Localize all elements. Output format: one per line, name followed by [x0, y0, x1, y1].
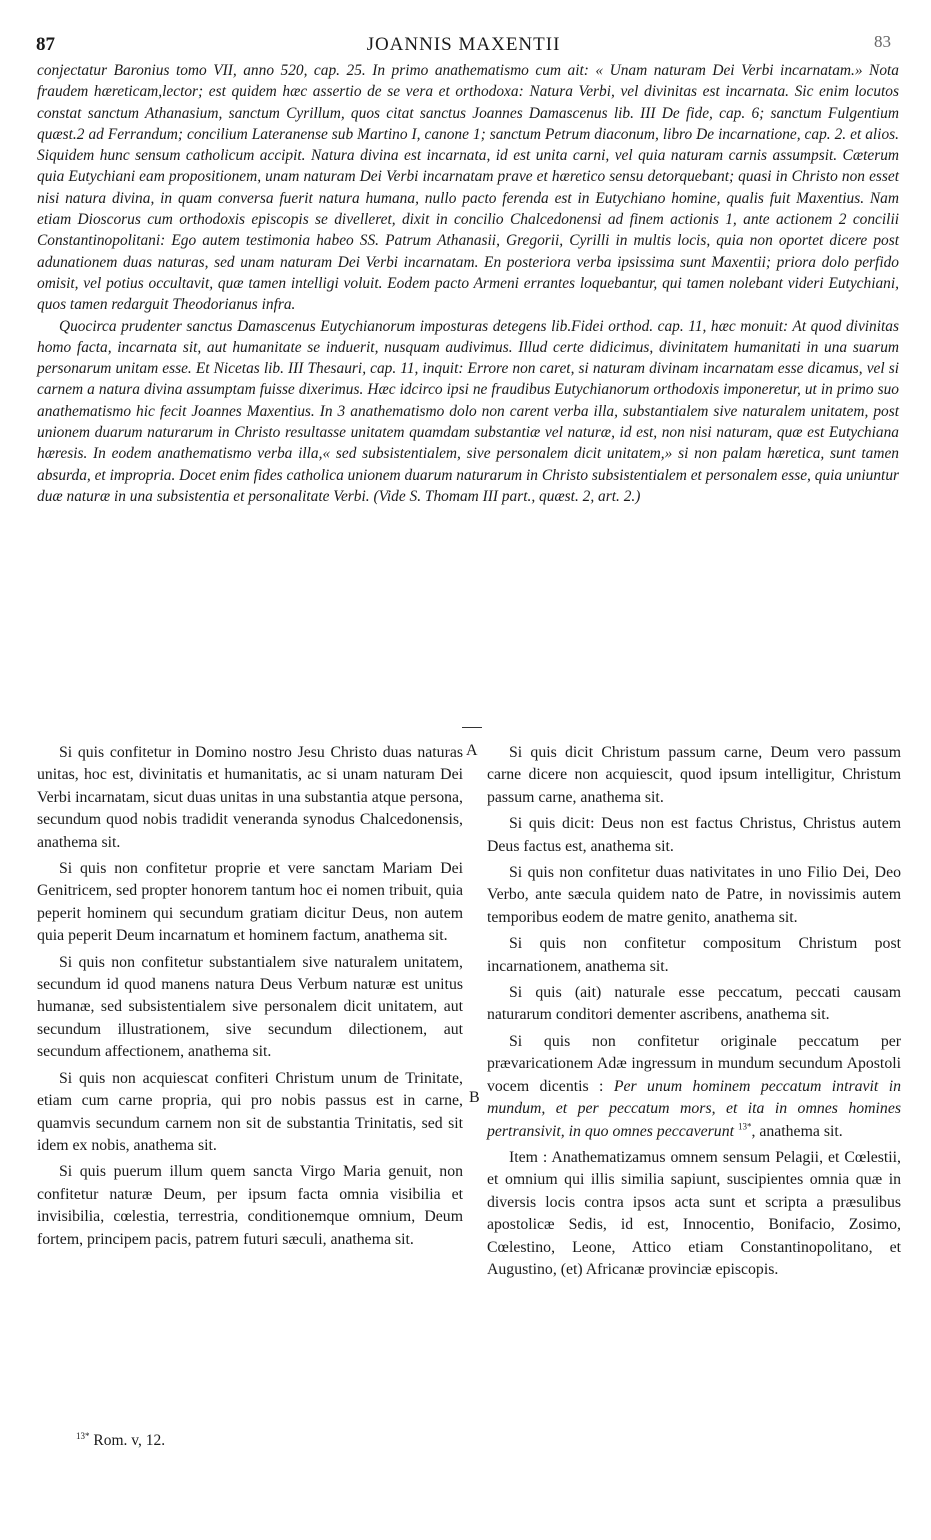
- page-number-right: 83: [874, 32, 891, 51]
- commentary-block: [37, 60, 899, 507]
- paragraph-text: Si quis non confitetur originale peccatum per prævaricationem Adæ ingressum in mundum secundum Apostoli vocem dicentis :: [487, 1032, 901, 1095]
- left-column: [37, 742, 463, 1255]
- footnote-text: Rom. v, 12.: [89, 1432, 166, 1449]
- anathema-paragraph: Si quis non confitetur proprie et vere sanctam Mariam Dei Genitricem, sed propter honorem tantum hoc ei nomen tribuit, quia peperit hominem qui secundum gratiam dicitur Deus, non autem quia peperit Deum incarnatum et hominem factum, anathema sit.: [37, 860, 463, 945]
- scripture-quote: Per unum hominem peccatum intravit in mundum, et per peccatum mors, et ita in omnes homines pertransivit, in quo omnes peccaverunt: [487, 1077, 901, 1140]
- right-column: [487, 742, 901, 1285]
- footnote-reference[interactable]: 13*: [737, 1121, 752, 1132]
- section-divider: [462, 727, 482, 728]
- commentary-paragraph: conjectatur Baronius tomo VII, anno 520, cap. 25. In primo anathematismo cum ait: « Unam naturam Dei Verbi incarnatam.» Nota fraudem hæreticam,lector; est quidem hæc assertio de se vera et orthodoxa: Natura Verbi, vel divinitas est incarnata. Sic enim locutos constat sanctum Athanasium, sanctum Cyrillum, quos citat sanctus Joannes Damascenus lib. III De fide, cap. 6; sanctum Fulgentium quæst.2 ad Ferrandum; concilium Lateranense sub Martino I, canone 1; sanctum Petrum diaconum, libro De incarnatione, cap. 2. et alios. Siquidem hunc sensum catholicum accipit. Natura divina est incarnata, id est unita carni, vel quia naturam carnis assumpsit. Cæterum quia Eutychiani eam propositionem, unam naturam Dei Verbi incarnatam prave et hæretico sensu detorquebant; quasi in Christo non esset nisi natura divina, in quam conversa fuerit natura humana, nullo pacto ferenda est in Eutychiano homine, qualis fuit Maxentius. Nam etiam Dioscorus cum orthodoxis episcopis se divelleret, dixit in concilio Chalcedonensi ad finem actionis 1, ante actionem 2 concilii Constantinopolitani: Ego autem testimonia habeo SS. Patrum Athanasii, Gregorii, Cyrilli in multis locis, quia non oportet dicere post adunationem duas naturas, sed unam naturam Dei Verbi incarnatam. En posteriora verba ipsissima sunt Maxentii; priora dolo perfido omisit, vel potius occultavit, quæ tamen intelligi voluit. Eodem pacto Armeni errantes loquebantur, qui tamen nolebant videri Eutychiani, quos tamen redarguit Theodorianus infra.: [37, 62, 899, 314]
- margin-marker-a: A: [466, 742, 478, 759]
- anathema-paragraph: Si quis non confitetur compositum Christum post incarnationem, anathema sit.: [487, 935, 901, 975]
- running-title: JOANNIS MAXENTII: [366, 34, 561, 55]
- page-header: [36, 32, 891, 58]
- page-number-left: 87: [36, 34, 55, 55]
- anathema-paragraph: Si quis (ait) naturale esse peccatum, peccati causam naturarum conditori dementer ascribens, anathema sit.: [487, 984, 901, 1024]
- anathema-paragraph: Si quis puerum illum quem sancta Virgo Maria genuit, non confitetur naturæ Deum, per ipsum facta omnia visibilia et invisibilia, cœlestia, terrestria, conditionemque omnium, Deum fortem, principem pacis, patrem futuri sæculi, anathema sit.: [37, 1163, 463, 1248]
- footnote: [76, 1432, 165, 1450]
- anathema-paragraph: Si quis non confitetur substantialem sive naturalem unitatem, secundum id quod manens natura Deus Verbum naturæ est unitus humanæ, sed subsistentialem sive personalem dicit unitatem, aut secundum illustrationem, sive secundum dilectionem, aut secundum affectionem, anathema sit.: [37, 953, 463, 1061]
- paragraph-text: , anathema sit.: [751, 1122, 843, 1140]
- commentary-paragraph: Quocirca prudenter sanctus Damascenus Eutychianorum imposturas detegens lib.Fidei orthod. cap. 11, hæc monuit: At quod divinitas homo facta, incarnata sit, aut humanitate se induerit, nusquam audivimus. Illud certe didicimus, divinitatem humanitati in una suarum personarum unitam esse. Et Nicetas lib. III Thesauri, cap. 11, inquit: Errore non caret, si naturam divinam incarnatam esse dicamus, vel si carnem a natura divina assumptam fuisse dixerimus. Hæc idcirco ipsi ne fraudibus Eutychianorum orthodoxis imponeretur, ut in primo suo anathematismo hic fecit Joannes Maxentius. In 3 anathematismo dolo non carent verba illa, substantialem sive naturalem unitatem, post unionem duarum naturarum in Christo resultasse unitatem quamdam substantiæ vel naturæ, id est, non nisi naturam, quæ est Eutychiana hæresis. In eodem anathematismo verba illa,« sed subsistentialem, sive personalem dicit unitatem,» si non palam hæretica, sunt tamen absurda, et impropria. Docet enim fides catholica unionem duarum naturarum in Christo subsistentialem et personalem esse, quia uniuntur duæ naturæ in una subsistentia et personalitate Verbi. (Vide S. Thomam III part., quæst. 2, art. 2.): [37, 317, 899, 505]
- anathema-paragraph: [487, 1031, 901, 1143]
- anathema-paragraph: Si quis dicit: Deus non est factus Christus, Christus autem Deus factus est, anathema sit.: [487, 815, 901, 855]
- anathema-paragraph: Item : Anathematizamus omnem sensum Pelagii, et Cœlestii, et omnium qui illis similia sapiunt, suscipientes omnia quæ in diversis locis contra ipsos acta sunt et scripta a præsulibus apostolicæ Sedis, id est, Innocentio, Bonifacio, Zosimo, Cœlestino, Leone, Attico etiam Constantinopolitano, et Augustino, (et) Africanæ provinciæ episcopis.: [487, 1148, 901, 1278]
- anathema-paragraph: Si quis dicit Christum passum carne, Deum vero passum carne dicere non acquiescit, quod ipsum intelligitur, Christum passum carne, anathema sit.: [487, 744, 901, 806]
- anathema-paragraph: Si quis non acquiescat confiteri Christum unum de Trinitate, etiam cum carne propria, qui pro nobis passus est in carne, quamvis secundum carnem non sit de substantia Trinitatis, sed sit idem ex nobis, anathema sit.: [37, 1069, 463, 1154]
- anathema-paragraph: Si quis non confitetur duas nativitates in uno Filio Dei, Deo Verbo, ante sæcula quidem nato de Patre, in novissimis autem temporibus eodem de matre genito, anathema sit.: [487, 864, 901, 926]
- anathema-paragraph: Si quis confitetur in Domino nostro Jesu Christo duas naturas unitas, hoc est, divinitatis et humanitatis, ac si unam naturam Dei Verbi incarnatam, sicut duas unitas in una substantia atque persona, secundum quod nobis tradidit veneranda synodus Chalcedonensis, anathema sit.: [37, 744, 463, 851]
- margin-marker-b: B: [469, 1089, 480, 1106]
- footnote-mark: 13*: [76, 1430, 90, 1441]
